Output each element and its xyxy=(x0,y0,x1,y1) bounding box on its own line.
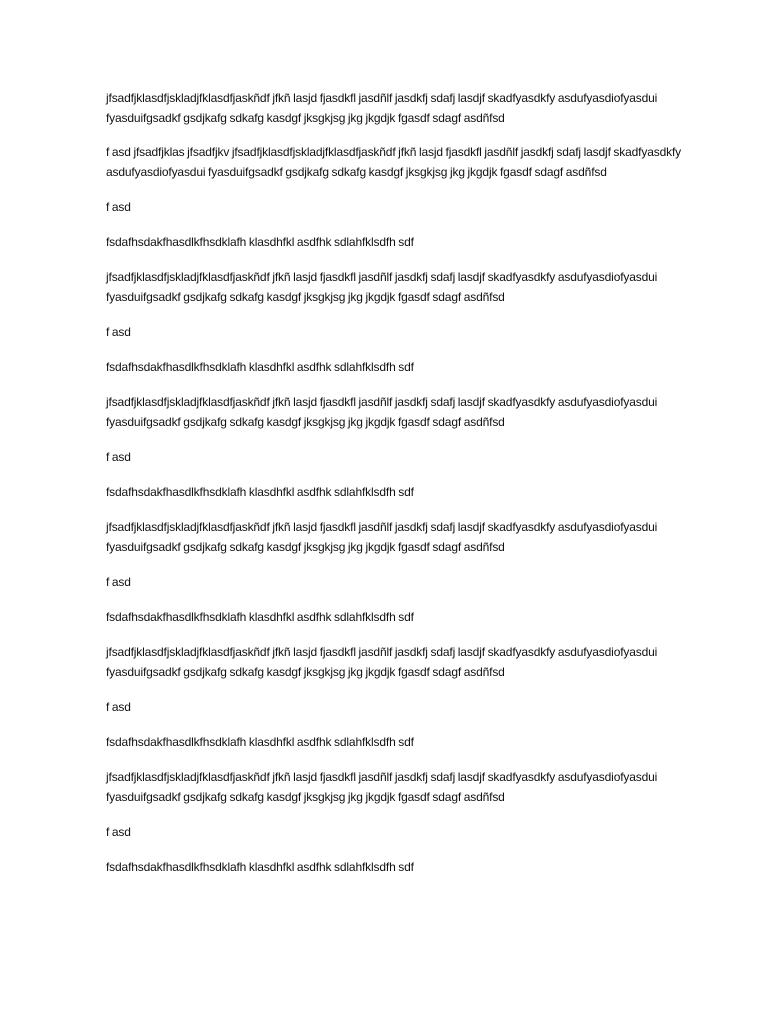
paragraph: jfsadfjklasdfjskladjfklasdfjaskñdf jfkñ lasjd fjasdkfl jasdñlf jasdkfj sdafj lasdjf skadfyasdkfy asdufyasdiofyasdui fyasduifgsadkf gsdjkafg sdkafg kasdgf jksgkjsg jkg jkgdjk fgasdf sdagf asdñfsd xyxy=(106,270,658,304)
paragraph: f asd xyxy=(106,325,131,339)
paragraph: jfsadfjklasdfjskladjfklasdfjaskñdf jfkñ lasjd fjasdkfl jasdñlf jasdkfj sdafj lasdjf skadfyasdkfy asdufyasdiofyasdui fyasduifgsadkf gsdjkafg sdkafg kasdgf jksgkjsg jkg jkgdjk fgasdf sdagf asdñfsd xyxy=(106,520,658,554)
paragraph: jfsadfjklasdfjskladjfklasdfjaskñdf jfkñ lasjd fjasdkfl jasdñlf jasdkfj sdafj lasdjf skadfyasdkfy asdufyasdiofyasdui fyasduifgsadkf gsdjkafg sdkafg kasdgf jksgkjsg jkg jkgdjk fgasdf sdagf asdñfsd xyxy=(106,645,658,679)
paragraph: f asd xyxy=(106,450,131,464)
paragraph: jfsadfjklasdfjskladjfklasdfjaskñdf jfkñ lasjd fjasdkfl jasdñlf jasdkfj sdafj lasdjf skadfyasdkfy asdufyasdiofyasdui fyasduifgsadkf gsdjkafg sdkafg kasdgf jksgkjsg jkg jkgdjk fgasdf sdagf asdñfsd xyxy=(106,395,658,429)
paragraph: fsdafhsdakfhasdlkfhsdklafh klasdhfkl asdfhk sdlahfklsdfh sdf xyxy=(106,360,414,374)
paragraph: jfsadfjklasdfjskladjfklasdfjaskñdf jfkñ lasjd fjasdkfl jasdñlf jasdkfj sdafj lasdjf skadfyasdkfy asdufyasdiofyasdui fyasduifgsadkf gsdjkafg sdkafg kasdgf jksgkjsg jkg jkgdjk fgasdf sdagf asdñfsd xyxy=(106,770,658,804)
paragraph: f asd jfsadfjklas jfsadfjkv jfsadfjklasdfjskladjfklasdfjaskñdf jfkñ lasjd fjasdkfl jasdñlf jasdkfj sdafj lasdjf skadfyasdkfy asdufyasdiofyasdui fyasduifgsadkf gsdjkafg sdkafg kasdgf jksgkjsg jkg jkgdjk fgasdf sdagf asdñfsd xyxy=(106,145,681,179)
paragraph: f asd xyxy=(106,200,131,214)
paragraph: f asd xyxy=(106,825,131,839)
paragraph: fsdafhsdakfhasdlkfhsdklafh klasdhfkl asdfhk sdlahfklsdfh sdf xyxy=(106,610,414,624)
paragraph: fsdafhsdakfhasdlkfhsdklafh klasdhfkl asdfhk sdlahfklsdfh sdf xyxy=(106,235,414,249)
paragraph: jfsadfjklasdfjskladjfklasdfjaskñdf jfkñ lasjd fjasdkfl jasdñlf jasdkfj sdafj lasdjf skadfyasdkfy asdufyasdiofyasdui fyasduifgsadkf gsdjkafg sdkafg kasdgf jksgkjsg jkg jkgdjk fgasdf sdagf asdñfsd xyxy=(106,91,658,125)
paragraph: fsdafhsdakfhasdlkfhsdklafh klasdhfkl asdfhk sdlahfklsdfh sdf xyxy=(106,485,414,499)
paragraph: fsdafhsdakfhasdlkfhsdklafh klasdhfkl asdfhk sdlahfklsdfh sdf xyxy=(106,860,414,874)
paragraph: f asd xyxy=(106,700,131,714)
paragraph: fsdafhsdakfhasdlkfhsdklafh klasdhfkl asdfhk sdlahfklsdfh sdf xyxy=(106,735,414,749)
paragraph: f asd xyxy=(106,575,131,589)
